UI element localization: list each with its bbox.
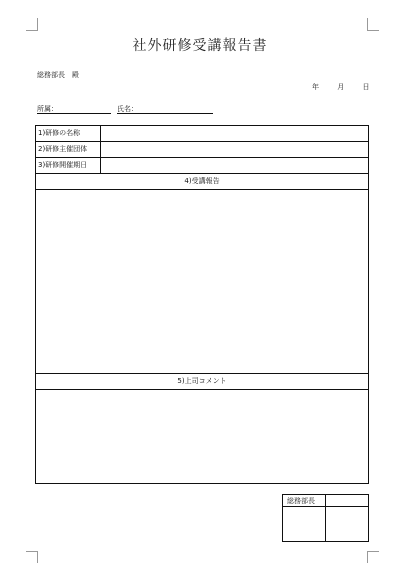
training-date-field[interactable] — [103, 159, 365, 171]
row-divider-1 — [35, 141, 369, 142]
date-month-label: 月 — [337, 83, 345, 91]
row-label-training-name: 1)研修の名称 — [38, 129, 81, 137]
affiliation-field[interactable] — [60, 102, 110, 112]
row-divider-5 — [35, 373, 369, 374]
document-title: 社外研修受講報告書 — [132, 38, 268, 54]
comment-section-header: 5)上司コメント — [177, 377, 227, 385]
date-line — [312, 82, 369, 92]
crop-mark-top-left — [37, 18, 38, 30]
training-name-field[interactable] — [103, 127, 365, 139]
table-border-bottom — [35, 483, 369, 484]
approval-stamp-cell[interactable] — [284, 508, 324, 540]
row-divider-3 — [35, 173, 369, 174]
approval-label-general-affairs: 総務部長 — [287, 497, 315, 505]
approval-box-left — [282, 494, 283, 541]
report-text-area[interactable] — [38, 192, 366, 370]
affiliation-underline — [37, 113, 111, 114]
row-label-organizer: 2)研修主催団体 — [38, 145, 88, 153]
table-border-top — [35, 125, 369, 126]
report-section-header: 4)受講報告 — [184, 177, 220, 185]
approval-box-middle — [325, 494, 326, 541]
approval-stamp-cell-2[interactable] — [327, 508, 367, 540]
crop-mark-top-left-h — [26, 30, 38, 31]
crop-mark-bottom-left-h — [26, 551, 38, 552]
date-day-label: 日 — [362, 83, 370, 91]
row-divider-6 — [35, 389, 369, 390]
addressee-label: 総務部長 殿 — [37, 71, 79, 79]
crop-mark-bottom-right-h — [367, 551, 379, 552]
approval-box-bottom — [282, 541, 369, 542]
organizer-field[interactable] — [103, 143, 365, 155]
crop-mark-bottom-left — [37, 551, 38, 563]
crop-mark-bottom-right — [367, 551, 368, 563]
name-field[interactable] — [140, 102, 212, 112]
crop-mark-top-right-h — [367, 30, 379, 31]
row-label-training-date: 3)研修開催期日 — [38, 161, 88, 169]
approval-box-right — [368, 494, 369, 541]
row-divider-4 — [35, 189, 369, 190]
row-divider-2 — [35, 157, 369, 158]
crop-mark-top-right — [367, 18, 368, 30]
name-label: 氏名： — [117, 105, 138, 113]
comment-text-area[interactable] — [38, 392, 366, 480]
affiliation-label: 所属： — [37, 105, 58, 113]
date-year-label: 年 — [312, 83, 319, 91]
label-column-divider — [100, 125, 101, 173]
name-underline — [117, 113, 213, 114]
